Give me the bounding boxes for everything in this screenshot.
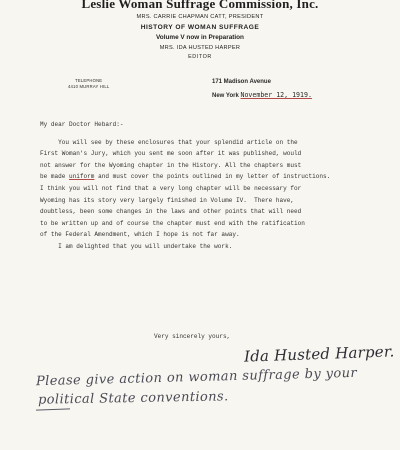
letter-body (40, 119, 376, 253)
handwritten-postscript-line-1: Please give action on woman suffrage by your (35, 365, 358, 390)
handwritten-postscript-line-2: political State conventions. (37, 389, 229, 408)
body-line: not answer for the Wyoming chapter in the History. All the chapters must (40, 161, 302, 169)
address-city: New York (212, 93, 239, 99)
signature: Ida Husted Harper. (243, 342, 395, 366)
body-line: Wyoming has its story very largely finished in Volume IV. There have, (40, 196, 295, 204)
salutation: My dear Doctor Hebard:- (40, 121, 124, 128)
closing: Very sincerely yours, (154, 333, 231, 340)
letterhead-address (212, 76, 312, 103)
letterhead-volume: Volume V now in Preparation (156, 34, 244, 41)
body-text: and must cover the points outlined in my letter of instructions. (94, 173, 331, 181)
letterhead-editor-name: MRS. IDA HUSTED HARPER (159, 45, 241, 51)
letterhead-organization: Leslie Woman Suffrage Commission, Inc. (81, 0, 319, 11)
letter-date: November 12, 1919. (240, 91, 312, 99)
body-line: First Woman's Jury, which you sent me soon after it was published, would (40, 150, 302, 158)
letterhead-president: MRS. CARRIE CHAPMAN CATT, PRESIDENT (136, 14, 264, 20)
body-line (40, 171, 376, 183)
address-street: 171 Madison Avenue (212, 79, 271, 85)
body-line: doubtless, been some changes in the laws and other points that will need (40, 208, 302, 216)
letterhead-history: HISTORY OF WOMAN SUFFRAGE (140, 24, 260, 31)
letterhead-editor-title: EDITOR (188, 54, 212, 60)
address-city-date (212, 89, 312, 103)
body-line: to be written up and of course the chapter must end with the ratification (40, 219, 305, 227)
telephone-number: 4410 MURRAY HILL (68, 84, 110, 89)
body-line: of the Federal Amendment, which I hope is not far away. (40, 231, 240, 239)
body-line: You will see by these enclosures that your splendid article on the (40, 138, 298, 146)
letterhead-telephone (68, 78, 109, 90)
telephone-label: TELEPHONE (75, 78, 103, 83)
handwritten-underline (36, 408, 70, 410)
body-paragraph-2: I am delighted that you will undertake the work. (40, 242, 233, 250)
body-line: I think you will not find that a very long chapter will be necessary for (40, 184, 302, 192)
body-text: be made (40, 173, 70, 181)
underlined-word: uniform (69, 173, 95, 181)
